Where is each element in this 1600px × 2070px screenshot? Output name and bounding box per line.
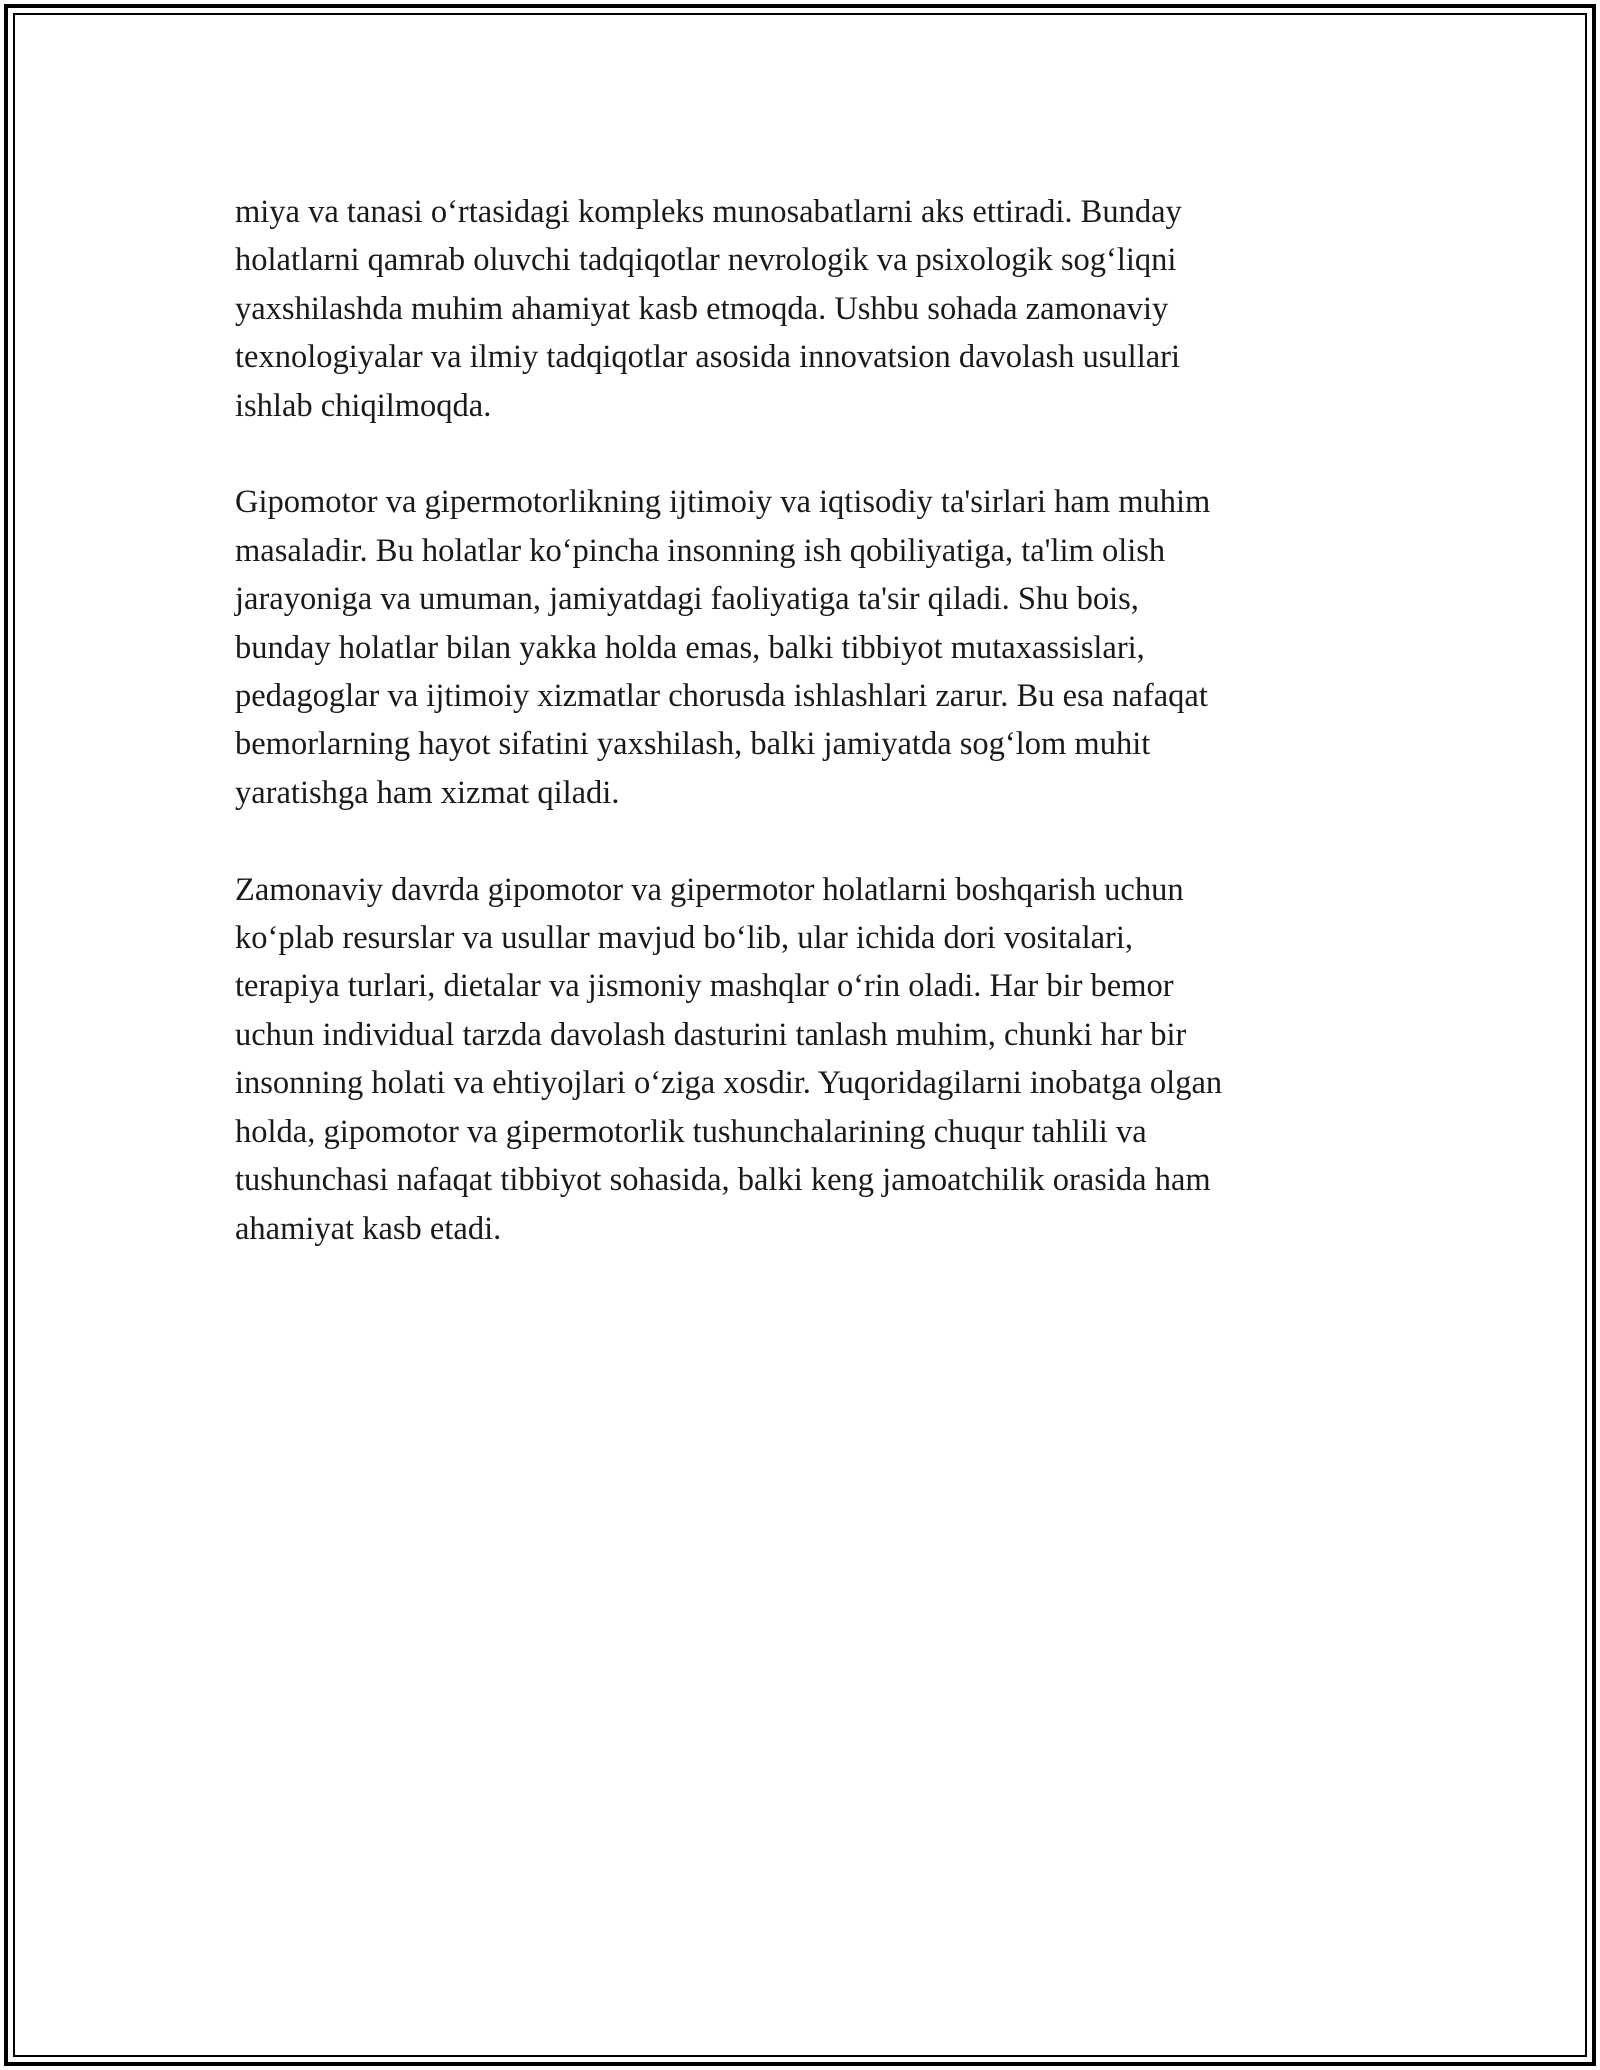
paragraph-3: Zamonaviy davrda gipomotor va gipermotor holatlarni boshqarish uchun ko‘plab resurslar va usullar mavjud bo‘lib, ular ichida dori vositalari, terapiya turlari, dietalar va jismoniy mashqlar o‘rin oladi. Har bir bemor uchun individual tarzda davolash dasturini tanlash muhim, chunki har bir insonning holati va ehtiyojlari o‘ziga xosdir. Yuqoridagilarni inobatga olgan holda, gipomotor va gipermotorlik tushunchalarining chuqur tahlili va tushunchasi nafaqat tibbiyot sohasida, balki keng jamoatchilik orasida ham ahamiyat kasb etadi. [235, 871, 1223, 1247]
document-body [235, 188, 1375, 1301]
paragraph-1: miya va tanasi o‘rtasidagi kompleks munosabatlarni aks ettiradi. Bunday holatlarni qamrab oluvchi tadqiqotlar nevrologik va psixologik sog‘liqni yaxshilashda muhim ahamiyat kasb etmoqda. Ushbu sohada zamonaviy texnologiyalar va ilmiy tadqiqotlar asosida innovatsion davolash usullari ishlab chiqilmoqda. [235, 194, 1182, 424]
paragraph-2: Gipomotor va gipermotorlikning ijtimoiy va iqtisodiy ta'sirlari ham muhim masaladir. Bu holatlar ko‘pincha insonning ish qobiliyatiga, ta'lim olish jarayoniga va umuman, jamiyatdagi faoliyatiga ta'sir qiladi. Shu bois, bunday holatlar bilan yakka holda emas, balki tibbiyot mutaxassislari, pedagoglar va ijtimoiy xizmatlar chorusda ishlashlari zarur. Bu esa nafaqat bemorlarning hayot sifatini yaxshilash, balki jamiyatda sog‘lom muhit yaratishga ham xizmat qiladi. [235, 484, 1211, 811]
